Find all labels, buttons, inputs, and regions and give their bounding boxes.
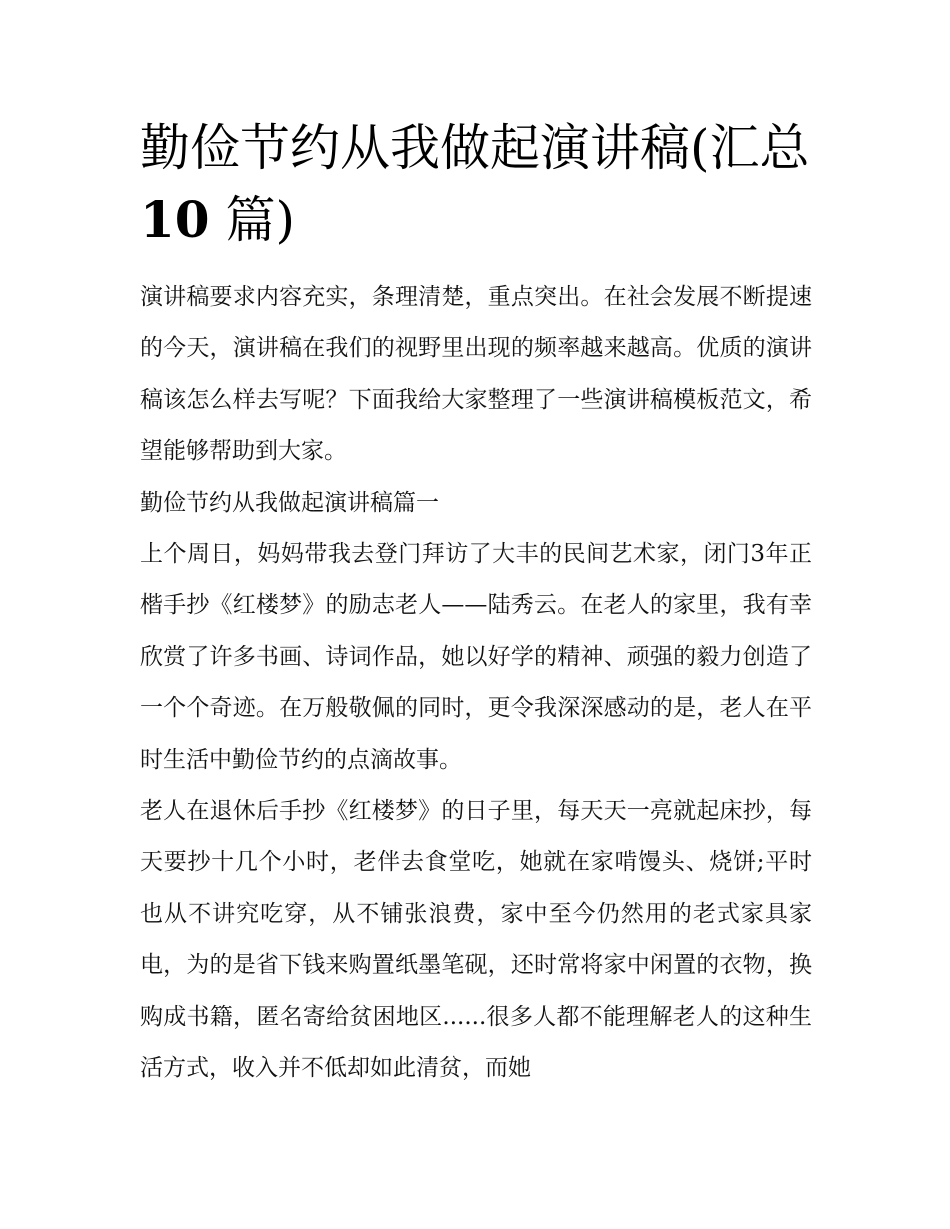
body-paragraph-2: 老人在退休后手抄《红楼梦》的日子里，每天天一亮就起床抄，每天要抄十几个小时，老伴去食堂吃，她就在家啃馒头、烧饼;平时也从不讲究吃穿，从不铺张浪费，家中至今仍然用的老式家具家电，为的是省下钱来购置纸墨笔砚，还时常将家中闲置的衣物，换购成书籍，匿名寄给贫困地区......很多人都不能理解老人的这种生活方式，收入并不低却如此清贫，而她 [140,798,812,1082]
section-heading: 勤俭节约从我做起演讲稿篇一 [140,489,439,516]
document-body [140,112,812,1095]
title-text: 勤俭节约从我做起演讲稿(汇总 [140,119,810,177]
document-title [140,112,812,256]
body-paragraph-1: 上个周日，妈妈带我去登门拜访了大丰的民间艺术家，闭门3年正楷手抄《红楼梦》的励志老人——陆秀云。在老人的家里，我有幸欣赏了许多书画、诗词作品，她以好学的精神、顽强的毅力创造了一个个奇迹。在万般敬佩的同时，更令我深深感动的是，老人在平时生活中勤俭节约的点滴故事。 [140,541,812,773]
intro-paragraph: 演讲稿要求内容充实，条理清楚，重点突出。在社会发展不断提速的今天，演讲稿在我们的视野里出现的频率越来越高。优质的演讲稿该怎么样去写呢？下面我给大家整理了一些演讲稿模板范文，希望能够帮助到大家。 [140,284,812,465]
title-number: 10 [140,190,210,249]
title-suffix: 篇) [225,191,296,249]
